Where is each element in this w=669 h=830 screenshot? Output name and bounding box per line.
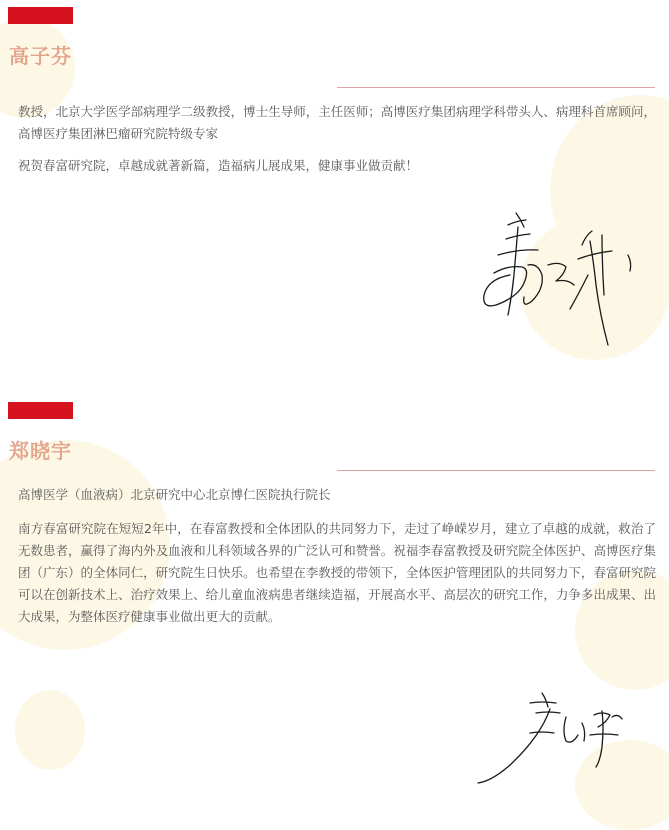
section-divider: [337, 87, 655, 88]
congratulation-message: 祝贺春富研究院，卓越成就著新篇，造福病儿展成果，健康事业做贡献！: [18, 158, 419, 173]
person-name: 郑晓宇: [9, 439, 72, 463]
section-marker-bar: [8, 7, 73, 24]
section-marker-bar: [8, 402, 73, 419]
handwritten-signature: [470, 687, 650, 792]
congratulation-message: 南方春富研究院在短短2年中，在春富教授和全体团队的共同努力下，走过了峥嵘岁月，建立了卓越的成就，救治了无数患者，赢得了海内外及血液和儿科领域各界的广泛认可和赞誉。祝福李春富教授及研究院全体医护、高博医疗集团（广东）的全体同仁，研究院生日快乐。也希望在李教授的带领下，全体医护管理团队的共同努力下，春富研究院可以在创新技术上、治疗效果上、给儿童血液病患者继续造福，开展高水平、高层次的研究工作，力争多出成果、出大成果，为整体医疗健康事业做出更大的贡献。: [18, 521, 656, 624]
section-divider: [337, 470, 655, 471]
profile-section-2: [0, 395, 669, 808]
person-title: 高博医学（血液病）北京研究中心北京博仁医院执行院长: [18, 487, 331, 502]
handwritten-signature: [478, 205, 658, 355]
person-name: 高子芬: [9, 44, 72, 68]
person-title: 教授，北京大学医学部病理学二级教授，博士生导师，主任医师；高博医疗集团病理学科带头人、病理科首席顾问，高博医疗集团淋巴瘤研究院特级专家: [18, 104, 656, 141]
profile-section-1: [0, 0, 669, 390]
